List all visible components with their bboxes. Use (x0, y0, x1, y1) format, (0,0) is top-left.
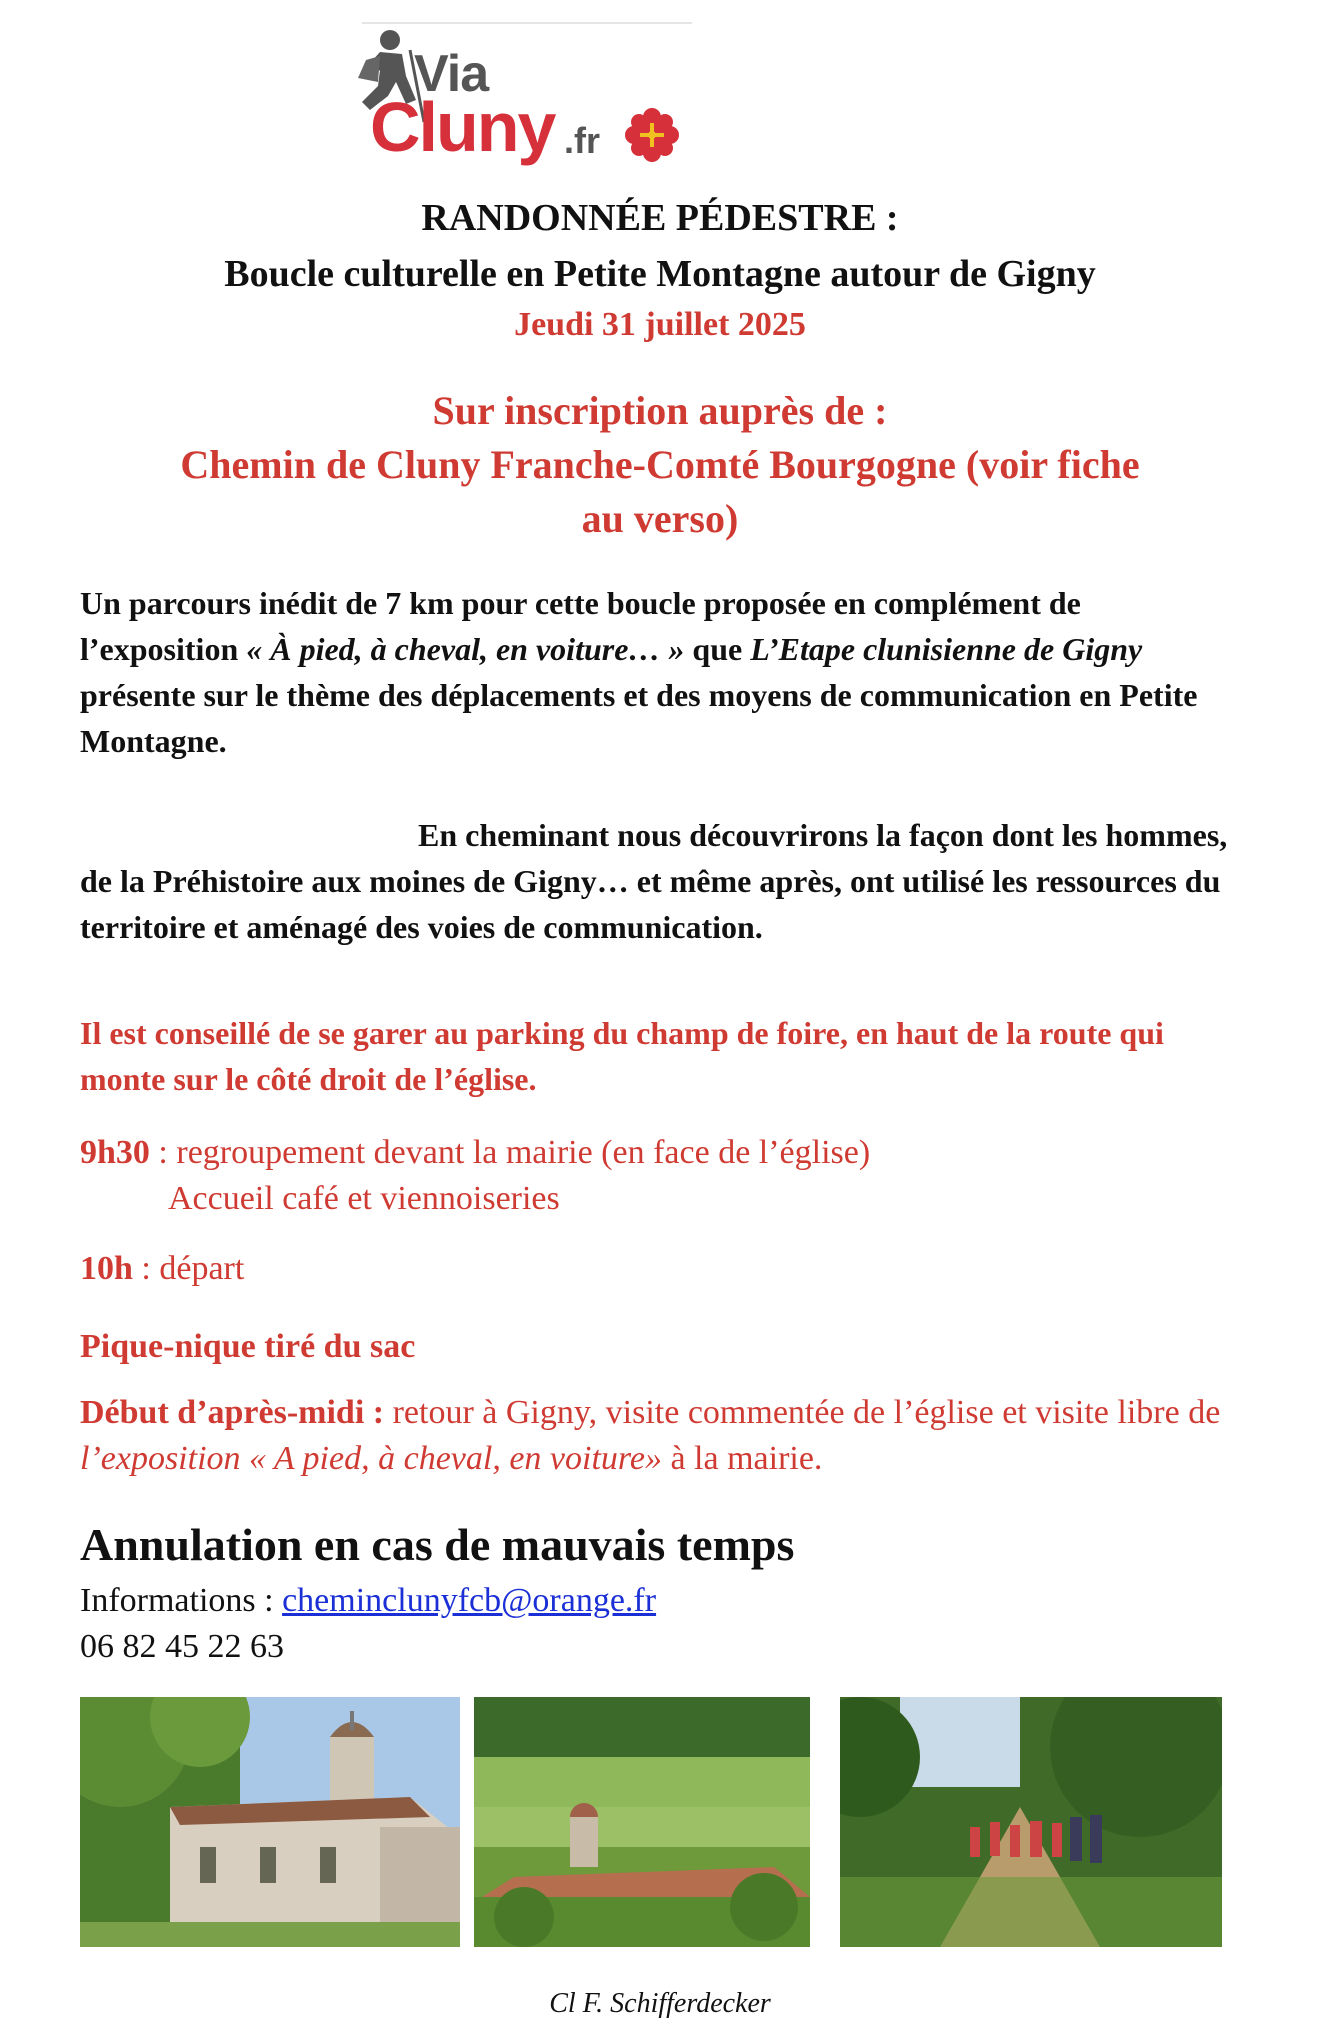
logo-via-text: Via (414, 45, 489, 103)
logo-cluny-text: Cluny (370, 88, 555, 166)
contact-info (80, 1578, 656, 1624)
logo-fr-text: .fr (564, 120, 600, 161)
afternoon-schedule (80, 1390, 1260, 1482)
organisation-name: L’Etape clunisienne de Gigny (750, 631, 1143, 667)
description-text: présente sur le thème des déplacements et des moyens de communication en Petite Montagne. (80, 677, 1198, 759)
afternoon-text: retour à Gigny, visite commentée de l’église et visite libre de (384, 1394, 1221, 1431)
photo-credit: Cl F. Schifferdecker (549, 1988, 771, 2019)
afternoon-text: à la mairie. (661, 1440, 823, 1477)
picnic-note: Pique-nique tiré du sac (80, 1328, 416, 1365)
schedule-text: : départ (132, 1250, 245, 1287)
schedule-item-1-sub: Accueil café et viennoiseries (168, 1180, 560, 1217)
schedule-time: 9h30 (80, 1134, 150, 1171)
cancellation-notice: Annulation en cas de mauvais temps (80, 1519, 795, 1570)
registration-line-3: au verso) (581, 496, 739, 541)
exhibition-title: « À pied, à cheval, en voiture… » (246, 631, 685, 667)
logo-rule (362, 22, 692, 24)
description-paragraph-2: En cheminant nous découvrirons la façon dont les hommes, de la Préhistoire aux moines de Gigny… et même après, ont utilisé les ressources du territoire et aménagé des voies de communication. (80, 817, 1228, 945)
schedule-time: 10h (80, 1250, 133, 1287)
page-title: RANDONNÉE PÉDESTRE : (421, 197, 899, 239)
church-photo (80, 1697, 460, 1947)
event-date: Jeudi 31 juillet 2025 (514, 306, 806, 343)
hikers-photo (840, 1697, 1222, 1947)
contact-phone: 06 82 45 22 63 (80, 1628, 284, 1665)
schedule-text: : regroupement devant la mairie (en face de l’église) (149, 1134, 871, 1171)
village-photo (474, 1697, 810, 1947)
site-logo (350, 22, 690, 172)
parking-note: Il est conseillé de se garer au parking du champ de foire, en haut de la route qui monte sur le côté droit de l’église. (80, 1015, 1164, 1097)
flower-cross-icon (625, 108, 679, 162)
contact-label: Informations : (80, 1582, 283, 1619)
afternoon-label: Début d’après-midi : (80, 1394, 385, 1431)
page-subtitle: Boucle culturelle en Petite Montagne autour de Gigny (224, 253, 1096, 295)
description-text: que (684, 631, 751, 667)
email-link[interactable]: cheminclunyfcb@orange.fr (282, 1582, 657, 1619)
registration-line-1: Sur inscription auprès de : (432, 388, 888, 433)
description-paragraph-1 (80, 580, 1240, 764)
exhibition-title: l’exposition « A pied, à cheval, en voiture» (80, 1440, 662, 1477)
schedule-item-1 (80, 1130, 1260, 1176)
description-text: Un parcours inédit de 7 km pour cette boucle proposée en complément de l’exposition (80, 585, 1081, 667)
registration-line-2: Chemin de Cluny Franche-Comté Bourgogne (voir fiche (180, 442, 1140, 487)
schedule-item-2 (80, 1246, 1260, 1292)
